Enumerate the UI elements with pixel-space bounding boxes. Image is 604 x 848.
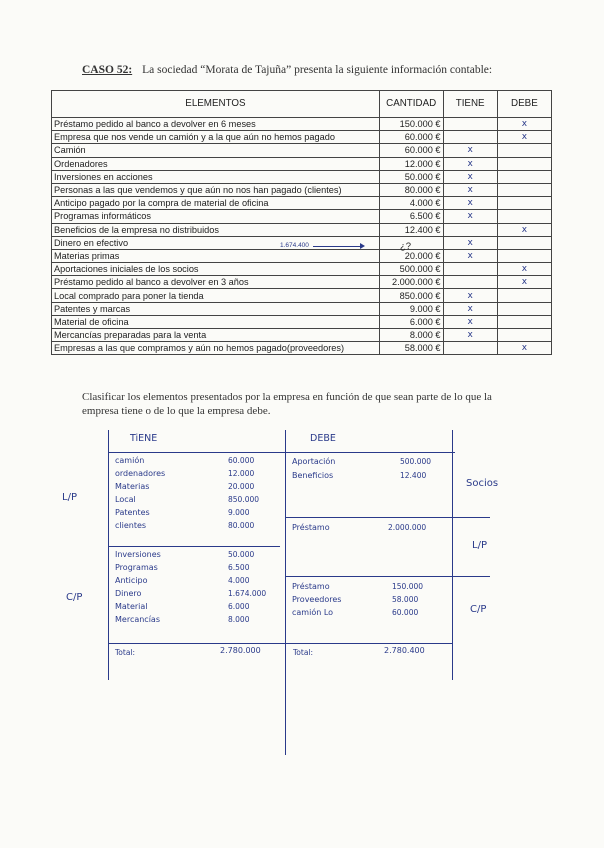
tiene_lp-item: camión [115, 456, 145, 465]
el-cell: Programas informáticos [52, 210, 380, 223]
tiene_cp-value: 4.000 [228, 576, 250, 585]
tiene-mark: x [443, 197, 497, 210]
header-cantidad: CANTIDAD [379, 91, 443, 118]
tiene-mark: x [443, 144, 497, 157]
tiene-mark [443, 223, 497, 236]
tiene-mark: x [443, 183, 497, 196]
amount-cell: 12.000 € [379, 157, 443, 170]
tiene_cp-item: Dinero [115, 589, 142, 598]
table-row [52, 329, 552, 342]
amount-cell: 2.000.000 € [379, 276, 443, 289]
amount-cell: 58.000 € [379, 342, 443, 355]
tiene_cp-item: Material [115, 602, 148, 611]
table-row [52, 315, 552, 328]
debe-mark: x [497, 223, 551, 236]
amount-cell [379, 236, 443, 249]
debe-divider-1 [285, 517, 490, 518]
el-cell: Empresa que nos vende un camión y a la que aún no hemos pagado [52, 131, 380, 144]
tiene_lp-item: ordenadores [115, 469, 166, 478]
debe-mark [497, 170, 551, 183]
debe_cp-item: Préstamo [292, 582, 330, 591]
tiene_cp-item: Mercancías [115, 615, 160, 624]
el-cell: Camión [52, 144, 380, 157]
amount-cell: 850.000 € [379, 289, 443, 302]
tiene-underline [108, 452, 285, 453]
table-row [52, 144, 552, 157]
tiene_cp-item: Anticipo [115, 576, 148, 585]
tiene-mark [443, 276, 497, 289]
amount-cell: 50.000 € [379, 170, 443, 183]
amount-cell: 4.000 € [379, 197, 443, 210]
header-elementos: ELEMENTOS [52, 91, 380, 118]
el-cell: Dinero en efectivo [52, 236, 380, 249]
debe-mark: x [497, 276, 551, 289]
el-cell: Empresas a las que compramos y aún no hemos pagado(proveedores) [52, 342, 380, 355]
amount-cell: 12.400 € [379, 223, 443, 236]
el-cell: Ordenadores [52, 157, 380, 170]
table-row [52, 342, 552, 355]
tiene_lp-item: Local [115, 495, 136, 504]
debe-mark [497, 329, 551, 342]
table-row [52, 157, 552, 170]
debe-mark [497, 302, 551, 315]
el-cell: Patentes y marcas [52, 302, 380, 315]
el-cell: Préstamo pedido al banco a devolver en 3 años [52, 276, 380, 289]
table-row [52, 210, 552, 223]
tiene-mark [443, 342, 497, 355]
debe-mark [497, 315, 551, 328]
tiene-heading: TiENE [130, 433, 158, 444]
total-line [108, 643, 453, 644]
tiene_lp-item: Patentes [115, 508, 150, 517]
debe-mark [497, 183, 551, 196]
total-tiene-value: 2.780.000 [220, 646, 261, 655]
debe_cp-item: camión Lo [292, 608, 334, 617]
instructions: Clasificar los elementos presentados por la empresa en función de que sean parte de lo que la empresa tiene o de lo que la empresa debe. [82, 391, 492, 417]
debe_socios-value: 12.400 [400, 471, 427, 480]
amount-cell: 20.000 € [379, 249, 443, 262]
table-row [52, 276, 552, 289]
debe_cp-value: 60.000 [392, 608, 419, 617]
debe_cp-value: 58.000 [392, 595, 419, 604]
table-row [52, 289, 552, 302]
debe_cp-value: 150.000 [392, 582, 424, 591]
tiene-mark: x [443, 249, 497, 262]
case-title [82, 64, 492, 76]
case-description: La sociedad “Morata de Tajuña” presenta la siguiente información contable: [142, 64, 493, 76]
cp2-label: C/P [470, 604, 487, 615]
debe-heading: DEBE [310, 433, 336, 444]
total-debe-value: 2.780.400 [384, 646, 425, 655]
amount-cell: 9.000 € [379, 302, 443, 315]
tiene_cp-item: Inversiones [115, 550, 161, 559]
table-row [52, 131, 552, 144]
el-cell: Materias primas [52, 249, 380, 262]
lp2-label: L/P [472, 540, 487, 551]
tiene-mark: x [443, 329, 497, 342]
debe-divider-2 [285, 576, 490, 577]
tiene-mark: x [443, 170, 497, 183]
debe-mark: x [497, 342, 551, 355]
el-cell: Mercancías preparadas para la venta [52, 329, 380, 342]
tiene_lp-value: 12.000 [228, 469, 255, 478]
tiene-mark: x [443, 157, 497, 170]
el-cell: Personas a las que vendemos y que aún no nos han pagado (clientes) [52, 183, 380, 196]
header-debe: DEBE [497, 91, 551, 118]
el-cell: Material de oficina [52, 315, 380, 328]
tiene-mark: x [443, 302, 497, 315]
debe-mark [497, 144, 551, 157]
amount-cell: 6.000 € [379, 315, 443, 328]
table-row [52, 249, 552, 262]
tiene_cp-value: 6.000 [228, 602, 250, 611]
tiene_lp-value: 850.000 [228, 495, 260, 504]
debe_socios-item: Aportación [292, 457, 336, 466]
el-cell: Beneficios de la empresa no distribuidos [52, 223, 380, 236]
arrow-icon [313, 246, 363, 247]
tiene-mark: x [443, 210, 497, 223]
tiene-mark: x [443, 315, 497, 328]
debe-mark [497, 249, 551, 262]
tiene-mark [443, 118, 497, 131]
tiene_lp-item: Materias [115, 482, 150, 491]
table-row [52, 118, 552, 131]
total-debe-label: Total: [293, 648, 314, 657]
table-row [52, 183, 552, 196]
cp-label: C/P [66, 592, 83, 603]
amount-cell: 60.000 € [379, 144, 443, 157]
lp-label: L/P [62, 492, 77, 503]
debe-mark: x [497, 263, 551, 276]
debe-mark [497, 197, 551, 210]
debe_lp-value: 2.000.000 [388, 523, 427, 532]
header-tiene: TIENE [443, 91, 497, 118]
table-row [52, 170, 552, 183]
table-row [52, 223, 552, 236]
socios-label: Socios [466, 478, 499, 489]
tiene_lp-value: 80.000 [228, 521, 255, 530]
tiene_lp-value: 60.000 [228, 456, 255, 465]
el-cell: Inversiones en acciones [52, 170, 380, 183]
debe-mark [497, 236, 551, 249]
tiene_cp-value: 8.000 [228, 615, 250, 624]
dinero-question: ¿? [400, 241, 412, 252]
tiene-mark [443, 131, 497, 144]
tiene-mark: x [443, 236, 497, 249]
debe_cp-item: Proveedores [292, 595, 342, 604]
tiene_cp-value: 6.500 [228, 563, 250, 572]
debe-mark [497, 289, 551, 302]
debe_socios-value: 500.000 [400, 457, 432, 466]
amount-cell: 8.000 € [379, 329, 443, 342]
tiene_cp-value: 50.000 [228, 550, 255, 559]
dinero-note: 1.674.400 [280, 242, 309, 249]
tiene_lp-item: clientes [115, 521, 147, 530]
tiene-mark: x [443, 289, 497, 302]
debe_lp-item: Préstamo [292, 523, 330, 532]
el-cell: Local comprado para poner la tienda [52, 289, 380, 302]
tiene-divider [108, 546, 280, 547]
tiene_lp-value: 9.000 [228, 508, 250, 517]
el-cell: Préstamo pedido al banco a devolver en 6 meses [52, 118, 380, 131]
tiene_lp-value: 20.000 [228, 482, 255, 491]
debe-underline [285, 452, 455, 453]
debe-mark: x [497, 131, 551, 144]
debe-mark [497, 157, 551, 170]
tiene-mark [443, 263, 497, 276]
table-row [52, 302, 552, 315]
amount-cell: 500.000 € [379, 263, 443, 276]
el-cell: Anticipo pagado por la compra de material de oficina [52, 197, 380, 210]
debe_socios-item: Beneficios [292, 471, 334, 480]
tiene_cp-item: Programas [115, 563, 158, 572]
case-number: CASO 52: [82, 64, 133, 76]
amount-cell: 150.000 € [379, 118, 443, 131]
amount-cell: 80.000 € [379, 183, 443, 196]
debe-mark [497, 210, 551, 223]
table-row [52, 197, 552, 210]
amount-cell: 6.500 € [379, 210, 443, 223]
el-cell: Aportaciones iniciales de los socios [52, 263, 380, 276]
tiene_cp-value: 1.674.000 [228, 589, 267, 598]
total-tiene-label: Total: [115, 648, 136, 657]
amount-cell: 60.000 € [379, 131, 443, 144]
table-row [52, 263, 552, 276]
elements-table [51, 90, 552, 355]
debe-mark: x [497, 118, 551, 131]
center-line [285, 430, 286, 755]
table-header-row [52, 91, 552, 118]
